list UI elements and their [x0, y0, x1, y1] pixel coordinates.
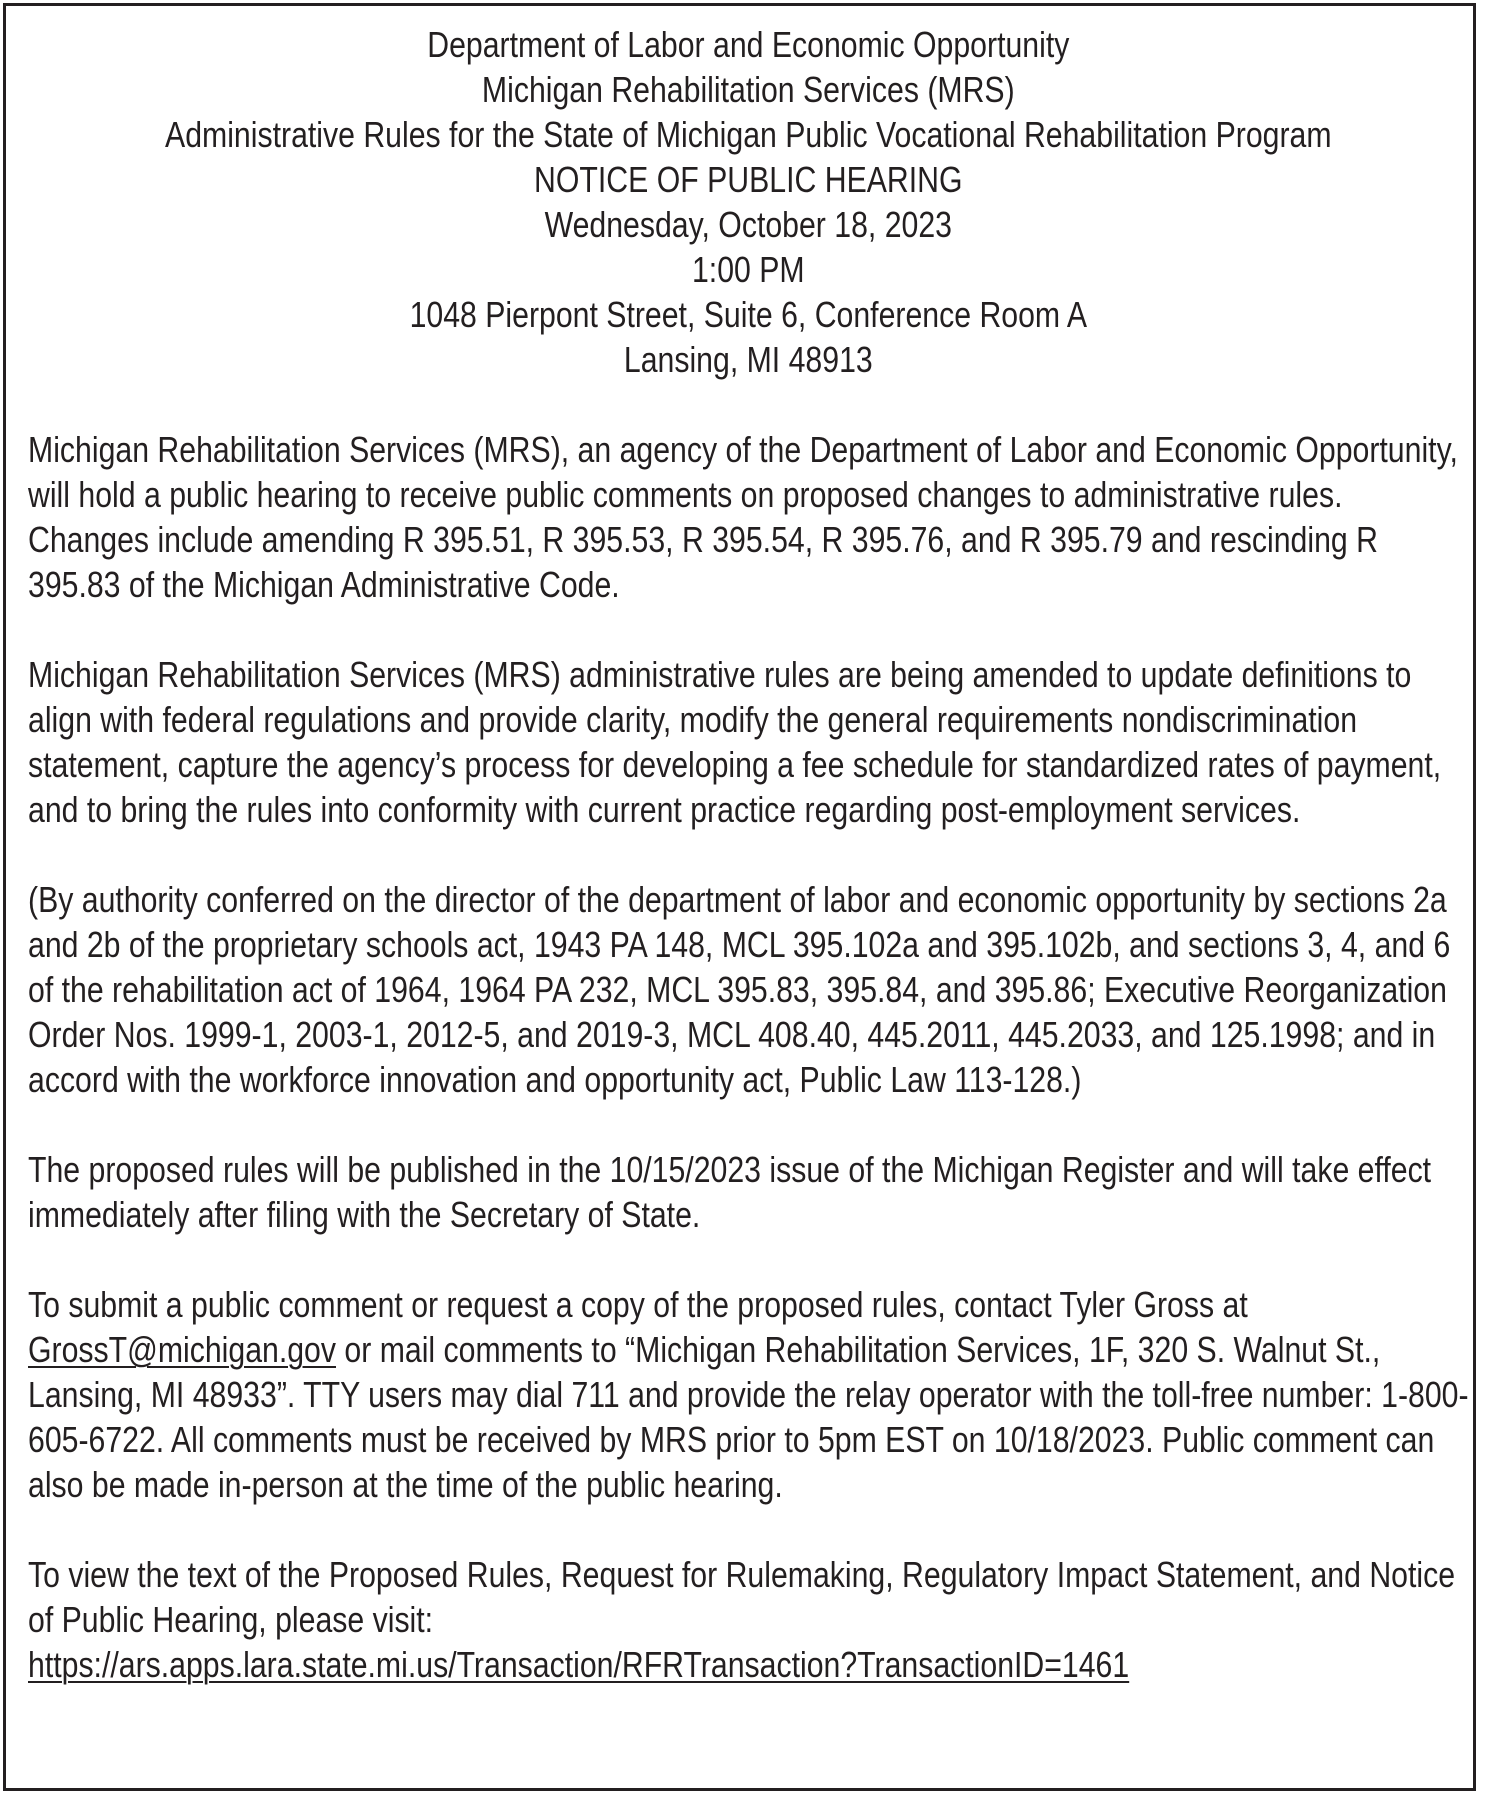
hearing-address-line1: 1048 Pierpont Street, Suite 6, Conference Room A — [409, 294, 1088, 335]
contact-lead-text: To submit a public comment or request a copy of the proposed rules, contact Tyler Gross at — [28, 1284, 1248, 1325]
notice-title: NOTICE OF PUBLIC HEARING — [534, 159, 963, 200]
public-hearing-notice — [28, 22, 1469, 1687]
contact-rest-text: or mail comments to “Michigan Rehabilitation Services, 1F, 320 S. Walnut St., Lansing, MI 48933”. TTY users may dial 711 and provide the relay operator with the toll-free number: 1-800-605-6722. All comments must be received by MRS prior to 5pm EST on 10/18/2023. Public comment can also be made in-person at the time of the public hearing. — [28, 1329, 1469, 1505]
rules-title: Administrative Rules for the State of Michigan Public Vocational Rehabilitation Program — [165, 114, 1332, 155]
notice-header — [28, 22, 1469, 382]
view-paragraph — [28, 1552, 1469, 1687]
department-name: Department of Labor and Economic Opportunity — [427, 24, 1070, 65]
intro-paragraph: Michigan Rehabilitation Services (MRS), an agency of the Department of Labor and Economic Opportunity, will hold a public hearing to receive public comments on proposed changes to administrative rules. Changes include amending R 395.51, R 395.53, R 395.54, R 395.76, and R 395.79 and rescinding R 395.83 of the Michigan Administrative Code. — [28, 429, 1458, 605]
contact-paragraph — [28, 1282, 1469, 1507]
authority-paragraph: (By authority conferred on the director of the department of labor and economic opportunity by sections 2a and 2b of the proprietary schools act, 1943 PA 148, MCL 395.102a and 395.102b, and sections 3, 4, and 6 of the rehabilitation act of 1964, 1964 PA 232, MCL 395.83, 395.84, and 395.86; Executive Reorganization Order Nos. 1999-1, 2003-1, 2012-5, and 2019-3, MCL 408.40, 445.2011, 445.2033, and 125.1998; and in accord with the workforce innovation and opportunity act, Public Law 113-128.) — [28, 879, 1451, 1100]
publication-paragraph: The proposed rules will be published in the 10/15/2023 issue of the Michigan Register and will take effect immediately after filing with the Secretary of State. — [28, 1149, 1432, 1235]
purpose-paragraph: Michigan Rehabilitation Services (MRS) administrative rules are being amended to update definitions to align with federal regulations and provide clarity, modify the general requirements nondiscrimination statement, capture the agency’s process for developing a fee schedule for standardized rates of payment, and to bring the rules into conformity with current practice regarding post-employment services. — [28, 654, 1442, 830]
contact-email-link[interactable]: GrossT@michigan.gov — [28, 1329, 337, 1370]
hearing-time: 1:00 PM — [691, 249, 805, 290]
view-lead-text: To view the text of the Proposed Rules, Request for Rulemaking, Regulatory Impact Statement, and Notice of Public Hearing, please visit: — [28, 1554, 1456, 1640]
rules-url-link[interactable]: https://ars.apps.lara.state.mi.us/Transaction/RFRTransaction?TransactionID=1461 — [28, 1644, 1130, 1685]
agency-name: Michigan Rehabilitation Services (MRS) — [481, 69, 1015, 110]
notice-border — [3, 3, 1476, 1791]
hearing-address-line2: Lansing, MI 48913 — [623, 339, 873, 380]
hearing-date: Wednesday, October 18, 2023 — [544, 204, 952, 245]
